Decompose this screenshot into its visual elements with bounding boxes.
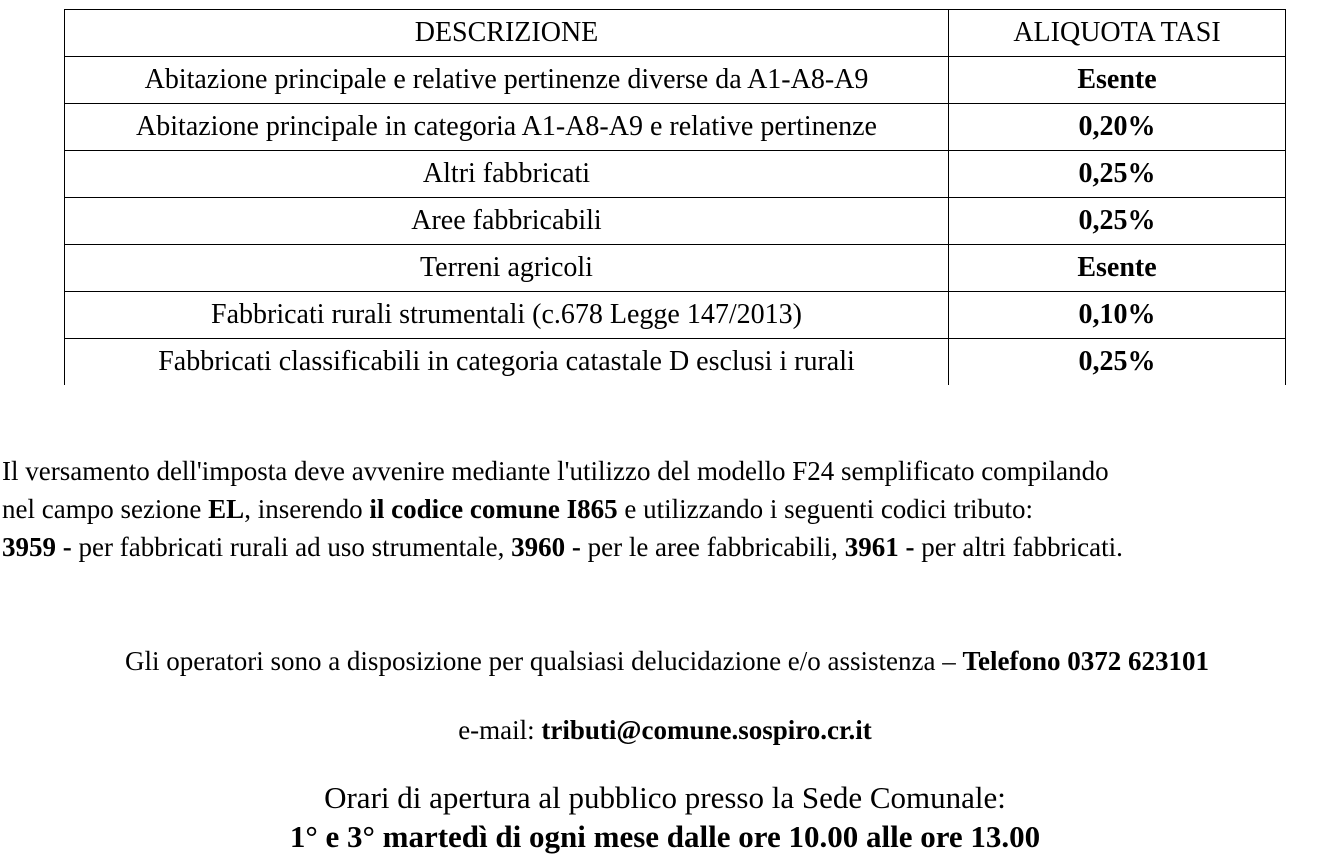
tax-code-3960-text: per le aree fabbricabili,	[580, 532, 845, 562]
row-rate: 0,25%	[949, 151, 1286, 198]
email-address: tributi@comune.sospiro.cr.it	[541, 715, 872, 745]
table-row	[65, 104, 1286, 151]
tax-code-3959: 3959 -	[2, 532, 72, 562]
payment-line-3	[2, 528, 1330, 566]
table-row	[65, 292, 1286, 339]
row-rate: 0,25%	[949, 198, 1286, 245]
payment-line-2	[2, 490, 1330, 528]
payment-line-2-text-e: e utilizzando i seguenti codici tributo:	[617, 494, 1034, 524]
payment-line-2-text-a: nel campo sezione	[2, 494, 209, 524]
payment-line-1-text: Il versamento dell'imposta deve avvenire mediante l'utilizzo del modello F24 semplificato compilando	[2, 456, 1109, 486]
email-line	[0, 711, 1330, 749]
row-description: Altri fabbricati	[65, 151, 949, 198]
row-rate: 0,20%	[949, 104, 1286, 151]
row-description: Aree fabbricabili	[65, 198, 949, 245]
contact-text: Gli operatori sono a disposizione per qualsiasi delucidazione e/o assistenza –	[124, 646, 963, 676]
payment-line-2-text-c: , inserendo	[244, 494, 370, 524]
phone-number: Telefono 0372 623101	[962, 646, 1210, 676]
row-description: Abitazione principale e relative pertinenze diverse da A1-A8-A9	[65, 57, 949, 104]
row-rate: 0,10%	[949, 292, 1286, 339]
email-label: e-mail:	[458, 715, 542, 745]
row-rate: Esente	[949, 245, 1286, 292]
table-row	[65, 339, 1286, 386]
payment-line-1	[2, 452, 1330, 490]
opening-hours-title: Orari di apertura al pubblico presso la Sede Comunale:	[324, 780, 1006, 815]
row-description: Fabbricati classificabili in categoria catastale D esclusi i rurali	[65, 339, 949, 386]
row-rate: Esente	[949, 57, 1286, 104]
table-row	[65, 151, 1286, 198]
section-code: EL	[208, 494, 245, 524]
column-header-description: DESCRIZIONE	[65, 10, 949, 57]
municipality-code: il codice comune I865	[369, 494, 618, 524]
table-row	[65, 57, 1286, 104]
payment-instructions	[2, 452, 1330, 566]
tax-code-3961-text: per altri fabbricati.	[914, 532, 1123, 562]
row-description: Abitazione principale in categoria A1-A8-A9 e relative pertinenze	[65, 104, 949, 151]
opening-hours-detail: 1° e 3° martedì di ogni mese dalle ore 10.00 alle ore 13.00	[289, 819, 1041, 854]
tax-code-3961: 3961 -	[844, 532, 915, 562]
row-rate: 0,25%	[949, 339, 1286, 386]
tax-code-3960: 3960 -	[511, 532, 581, 562]
tax-rate-table	[64, 9, 1286, 385]
row-description: Fabbricati rurali strumentali (c.678 Legge 147/2013)	[65, 292, 949, 339]
contact-line	[0, 642, 1330, 680]
table-row	[65, 245, 1286, 292]
row-description: Terreni agricoli	[65, 245, 949, 292]
column-header-rate: ALIQUOTA TASI	[949, 10, 1286, 57]
tax-code-3959-text: per fabbricati rurali ad uso strumentale,	[71, 532, 512, 562]
table-row	[65, 198, 1286, 245]
table-header-row	[65, 10, 1286, 57]
